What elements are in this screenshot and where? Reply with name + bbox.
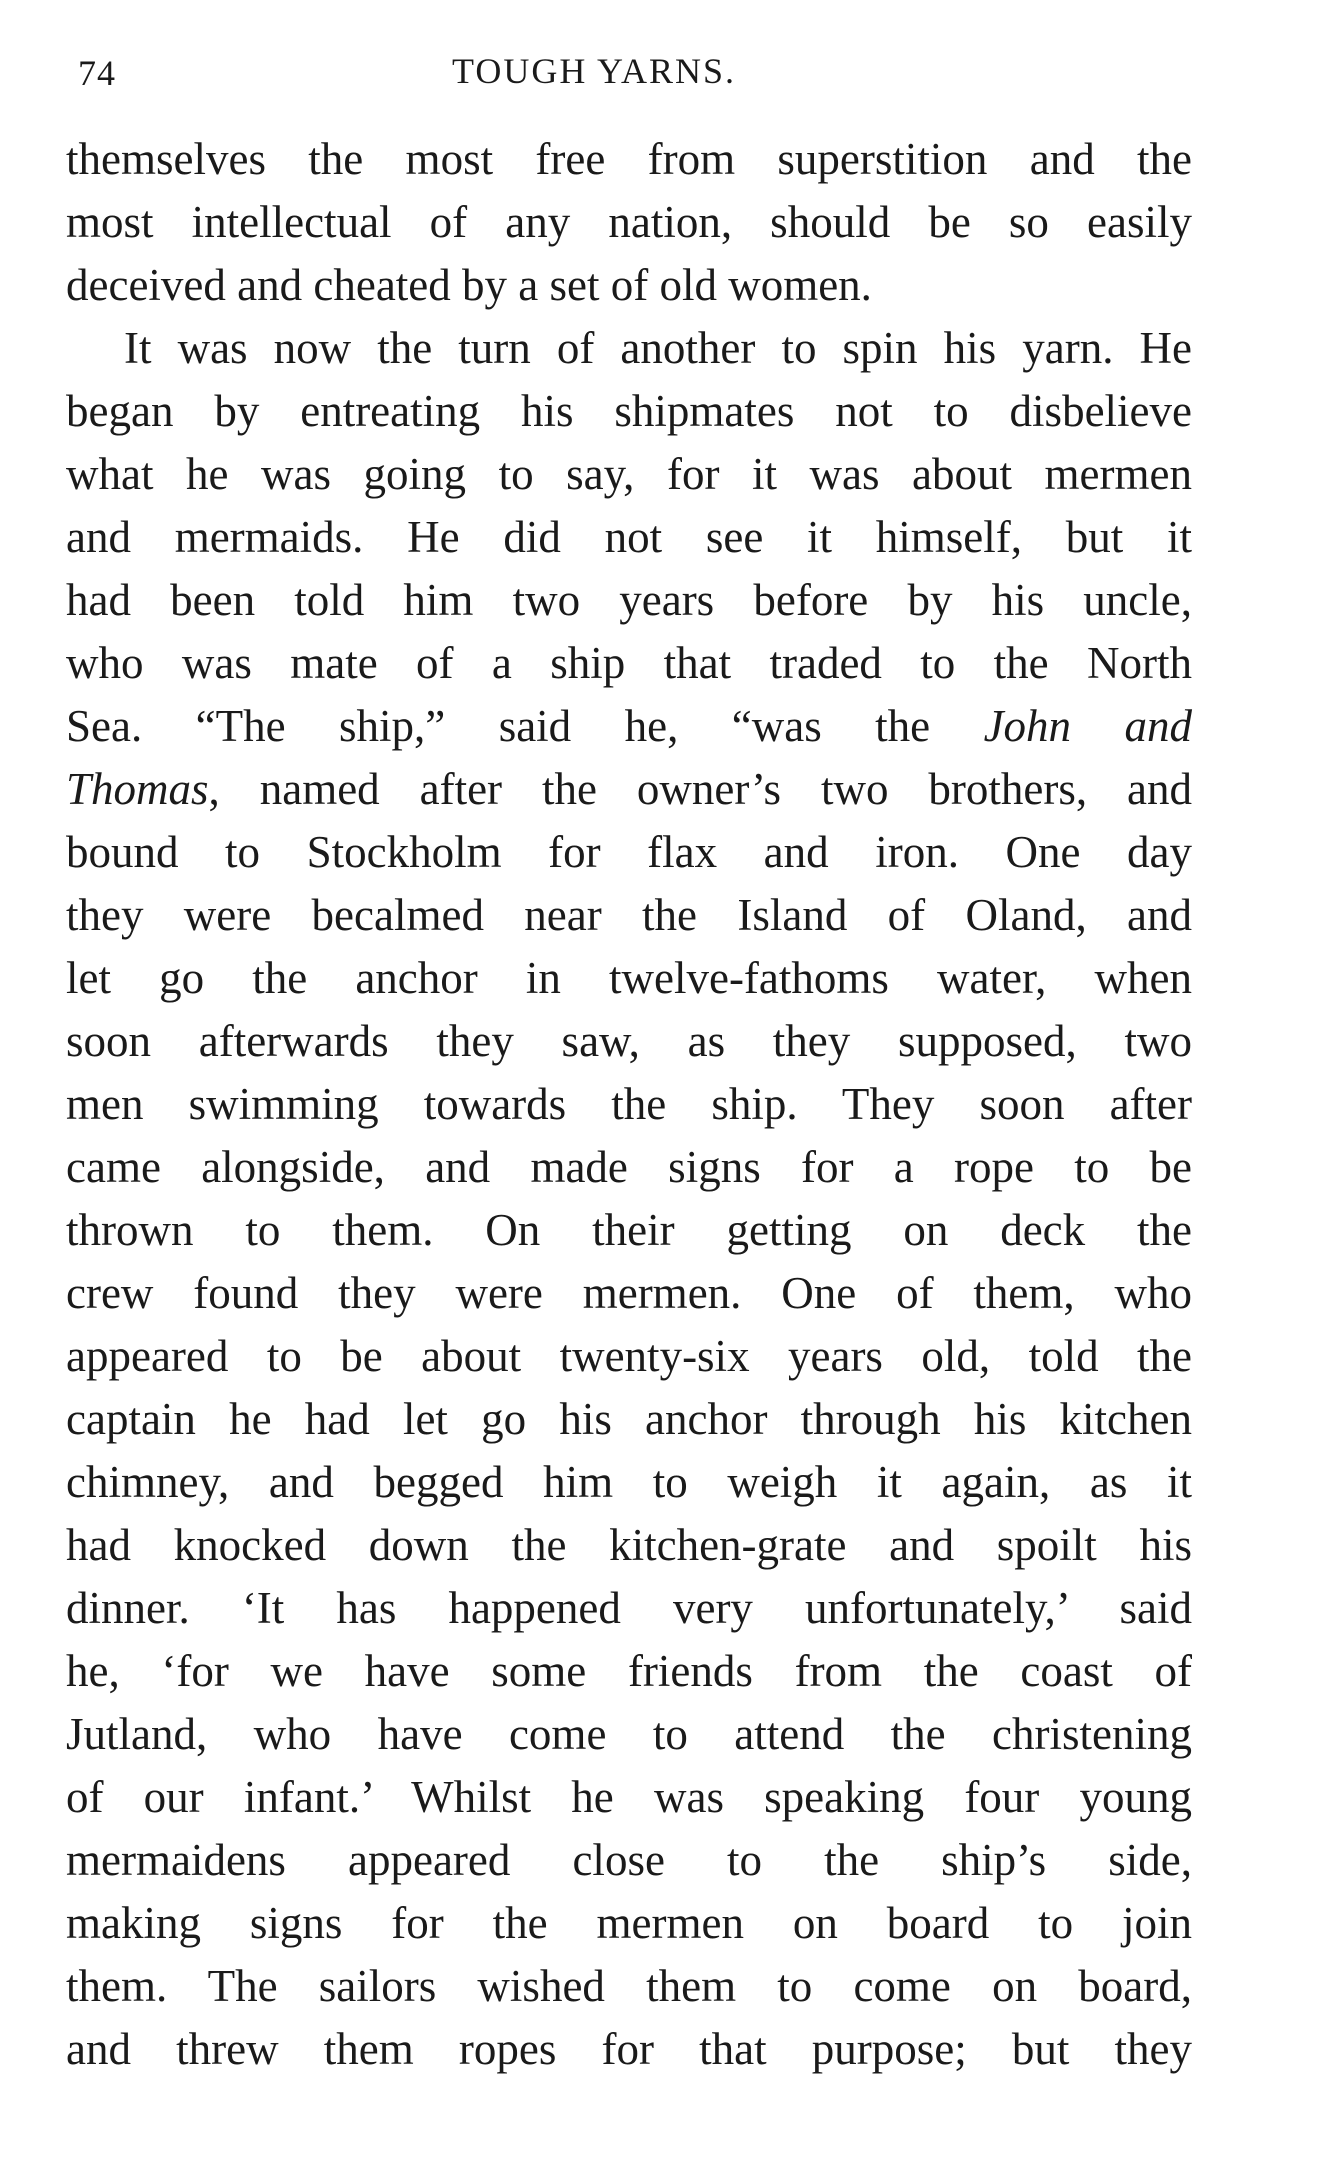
text-line: he, ‘for we have some friends from the coast of xyxy=(66,1646,1192,1696)
text-line: chimney, and begged him to weigh it again, as it xyxy=(66,1457,1192,1507)
page-number: 74 xyxy=(78,53,116,93)
text-line: began by entreating his shipmates not to disbelieve xyxy=(66,386,1192,436)
text-line: most intellectual of any nation, should be so easily xyxy=(66,197,1192,247)
text-line: Thomas, named after the owner’s two brothers, and xyxy=(66,764,1192,814)
text-line: deceived and cheated by a set of old women. xyxy=(66,260,872,310)
text-line: thrown to them. On their getting on deck the xyxy=(66,1205,1192,1255)
text-line: and mermaids. He did not see it himself, but it xyxy=(66,512,1192,562)
paragraph-first-line: It was now the turn of another to spin his yarn. He xyxy=(124,323,1192,373)
ship-name: Thomas xyxy=(66,764,209,814)
text-line: came alongside, and made signs for a rope to be xyxy=(66,1142,1192,1192)
text-line: bound to Stockholm for flax and iron. One day xyxy=(66,827,1192,877)
text-line: and threw them ropes for that purpose; but they xyxy=(66,2024,1192,2074)
ship-name: John and xyxy=(983,701,1192,751)
running-title: TOUGH YARNS. xyxy=(452,51,737,91)
text-line: crew found they were mermen. One of them, who xyxy=(66,1268,1192,1318)
text-line: captain he had let go his anchor through his kitchen xyxy=(66,1394,1192,1444)
text-line: what he was going to say, for it was about mermen xyxy=(66,449,1192,499)
text-line: dinner. ‘It has happened very unfortunately,’ said xyxy=(66,1583,1192,1633)
text-line: mermaidens appeared close to the ship’s side, xyxy=(66,1835,1192,1885)
text-line: Jutland, who have come to attend the christening xyxy=(66,1709,1192,1759)
text-line: soon afterwards they saw, as they supposed, two xyxy=(66,1016,1192,1066)
text-line: had been told him two years before by his uncle, xyxy=(66,575,1192,625)
text-line: appeared to be about twenty-six years old, told the xyxy=(66,1331,1192,1381)
text-line: themselves the most free from superstition and the xyxy=(66,134,1192,184)
text-line: them. The sailors wished them to come on board, xyxy=(66,1961,1192,2011)
text-line: let go the anchor in twelve-fathoms water, when xyxy=(66,953,1192,1003)
text-line: men swimming towards the ship. They soon after xyxy=(66,1079,1192,1129)
text-line: who was mate of a ship that traded to the North xyxy=(66,638,1192,688)
text-line: making signs for the mermen on board to join xyxy=(66,1898,1192,1948)
text-line: had knocked down the kitchen-grate and spoilt his xyxy=(66,1520,1192,1570)
text-line: they were becalmed near the Island of Oland, and xyxy=(66,890,1192,940)
body-text xyxy=(66,128,1192,2081)
running-head xyxy=(72,44,1182,100)
text-line: of our infant.’ Whilst he was speaking four young xyxy=(66,1772,1192,1822)
text-line: Sea. “The ship,” said he, “was the John and xyxy=(66,701,1192,751)
